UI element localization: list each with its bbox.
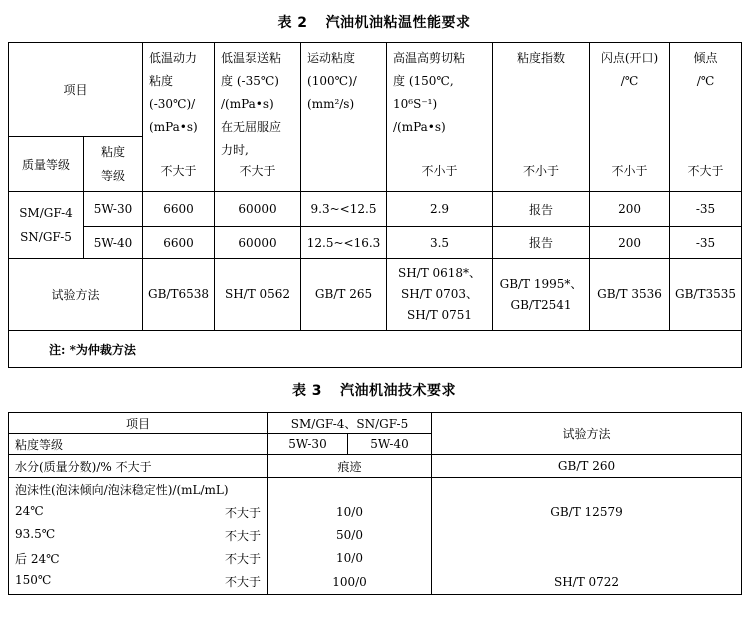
test-method-cell [215, 259, 301, 331]
test-method-line: GB/T 3536 [597, 287, 662, 301]
technical-requirements-table [8, 412, 742, 595]
table3-caption [0, 380, 748, 400]
foam-value: 50/0 [268, 524, 432, 547]
table-row [9, 547, 742, 570]
table2-note: 注: *为仲裁方法 [9, 331, 742, 368]
header-line: 运动粘度 [307, 51, 356, 65]
t3-foam-blank [268, 478, 432, 501]
value-cell: 200 [590, 192, 670, 227]
header-col-6 [670, 43, 742, 192]
test-method-line: GB/T 1995*、 [499, 276, 583, 291]
test-method-line: SH/T 0751 [406, 308, 473, 322]
header-line: 度 (150℃, [393, 74, 454, 88]
table-row [9, 524, 742, 547]
header-item-label: 项目 [63, 83, 88, 97]
header-col-4 [493, 43, 590, 192]
value-cell: 200 [590, 227, 670, 259]
header-col-3 [387, 43, 493, 192]
t3-foam-temp-cell [9, 570, 268, 595]
header-line: 倾点 [693, 51, 718, 65]
header-quality-grade [9, 137, 84, 192]
t3-water-value: 痕迹 [268, 455, 432, 478]
header-viscosity-grade [84, 137, 143, 192]
value-cell: 6600 [143, 227, 215, 259]
header-line: /℃ [620, 74, 639, 88]
foam-limit: 不大于 [224, 528, 261, 543]
test-method-label: 试验方法 [9, 259, 143, 331]
header-line: /℃ [696, 74, 715, 88]
header-col-0 [143, 43, 215, 192]
t3-water-method: GB/T 260 [432, 455, 742, 478]
test-method-cell [670, 259, 742, 331]
value-cell: 3.5 [387, 227, 493, 259]
t3-water-label: 水分(质量分数)/% 不大于 [9, 455, 268, 478]
header-limit: 不大于 [239, 164, 276, 178]
value-cell: 报告 [493, 192, 590, 227]
value-cell: 60000 [215, 227, 301, 259]
foam-method [432, 547, 742, 570]
header-limit: 不大于 [160, 164, 197, 178]
t3-item-header: 项目 [9, 413, 268, 434]
table3-caption-title: 汽油机油技术要求 [340, 383, 457, 399]
value-cell: -35 [670, 192, 742, 227]
foam-temp: 后 24℃ [15, 551, 60, 566]
header-line: (mm²/s) [307, 97, 355, 111]
test-method-line: SH/T 0703、 [400, 287, 479, 301]
t3-spec-header: SM/GF-4、SN/GF-5 [268, 413, 432, 434]
value-cell: 6600 [143, 192, 215, 227]
foam-limit: 不大于 [224, 551, 261, 566]
header-limit: 不小于 [523, 164, 560, 178]
viscosity-temperature-table [8, 42, 742, 368]
viscosity-grade-cell: 5W-30 [84, 192, 143, 227]
quality-grade-cell [9, 192, 84, 259]
test-method-line: GB/T6538 [148, 287, 210, 301]
value-cell: 9.3~<12.5 [301, 192, 387, 227]
header-line: 在无屈服应 [221, 120, 282, 134]
header-item-cell [9, 43, 143, 137]
test-method-cell [143, 259, 215, 331]
t3-foam-temp-cell [9, 547, 268, 570]
table-row [9, 501, 742, 524]
t3-foam-label: 泡沫性(泡沫倾向/泡沫稳定性)/(mL/mL) [9, 478, 268, 501]
t3-foam-method-blank [432, 478, 742, 501]
viscosity-grade-label-line: 粘度 [101, 145, 126, 159]
table-row [9, 227, 742, 259]
test-method-line: SH/T 0562 [224, 287, 291, 301]
foam-value: 100/0 [268, 570, 432, 595]
foam-value: 10/0 [268, 501, 432, 524]
t3-grade-value: 5W-40 [348, 434, 432, 455]
header-limit: 不小于 [421, 164, 458, 178]
header-line: (mPa•s) [149, 120, 198, 134]
t3-foam-temp-cell [9, 501, 268, 524]
header-line: 度 (-35℃) [221, 74, 279, 88]
header-line: 粘度 [149, 74, 174, 88]
header-col-2 [301, 43, 387, 192]
test-method-line: GB/T2541 [510, 297, 572, 312]
foam-limit: 不大于 [224, 505, 261, 520]
header-line: 力时, [221, 143, 249, 157]
header-line: /(mPa•s) [221, 97, 274, 111]
table3-caption-number: 表 3 [291, 383, 323, 399]
foam-method [432, 524, 742, 547]
test-method-cell [301, 259, 387, 331]
test-method-line: GB/T 265 [314, 287, 373, 301]
foam-value: 10/0 [268, 547, 432, 570]
header-line: 粘度指数 [517, 51, 566, 65]
foam-method: SH/T 0722 [432, 570, 742, 595]
table2-caption [0, 12, 748, 32]
header-line: (-30℃)/ [149, 97, 196, 111]
test-method-cell [590, 259, 670, 331]
value-cell: 60000 [215, 192, 301, 227]
value-cell: 12.5~<16.3 [301, 227, 387, 259]
test-method-cell [387, 259, 493, 331]
header-line: (100℃)/ [307, 74, 357, 88]
table2-caption-number: 表 2 [277, 15, 308, 31]
table-row [9, 570, 742, 595]
value-cell: 报告 [493, 227, 590, 259]
header-limit: 不大于 [687, 164, 724, 178]
t3-grade-value: 5W-30 [268, 434, 348, 455]
foam-temp: 150℃ [15, 573, 52, 588]
quality-grade-value: SN/GF-5 [20, 230, 72, 244]
viscosity-grade-cell: 5W-40 [84, 227, 143, 259]
header-line: 低温泵送粘 [221, 51, 282, 65]
table-row [9, 192, 742, 227]
table-row [9, 455, 742, 478]
header-col-1 [215, 43, 301, 192]
t3-method-header: 试验方法 [432, 413, 742, 455]
foam-limit: 不大于 [224, 575, 261, 590]
value-cell: -35 [670, 227, 742, 259]
quality-grade-label: 质量等级 [21, 157, 70, 172]
t3-foam-temp-cell [9, 524, 268, 547]
foam-temp: 93.5℃ [15, 526, 56, 541]
test-method-cell [493, 259, 590, 331]
test-method-line: SH/T 0618*、 [397, 266, 482, 280]
header-line: /(mPa•s) [393, 120, 446, 134]
header-col-5 [590, 43, 670, 192]
foam-temp: 24℃ [15, 503, 44, 518]
t3-grade-label: 粘度等级 [9, 434, 268, 455]
foam-method: GB/T 12579 [432, 501, 742, 524]
table2-caption-title: 汽油机油粘温性能要求 [325, 15, 471, 31]
test-method-line: GB/T3535 [675, 287, 737, 301]
header-limit: 不小于 [611, 164, 648, 178]
viscosity-grade-label-line: 等级 [101, 169, 126, 183]
header-line: 低温动力 [149, 51, 198, 65]
header-line: 高温高剪切粘 [393, 51, 466, 65]
test-method-row [9, 259, 742, 331]
value-cell: 2.9 [387, 192, 493, 227]
header-line: 10⁶S⁻¹) [393, 97, 438, 111]
quality-grade-value: SM/GF-4 [19, 206, 73, 220]
header-line: 闪点(开口) [600, 51, 659, 65]
